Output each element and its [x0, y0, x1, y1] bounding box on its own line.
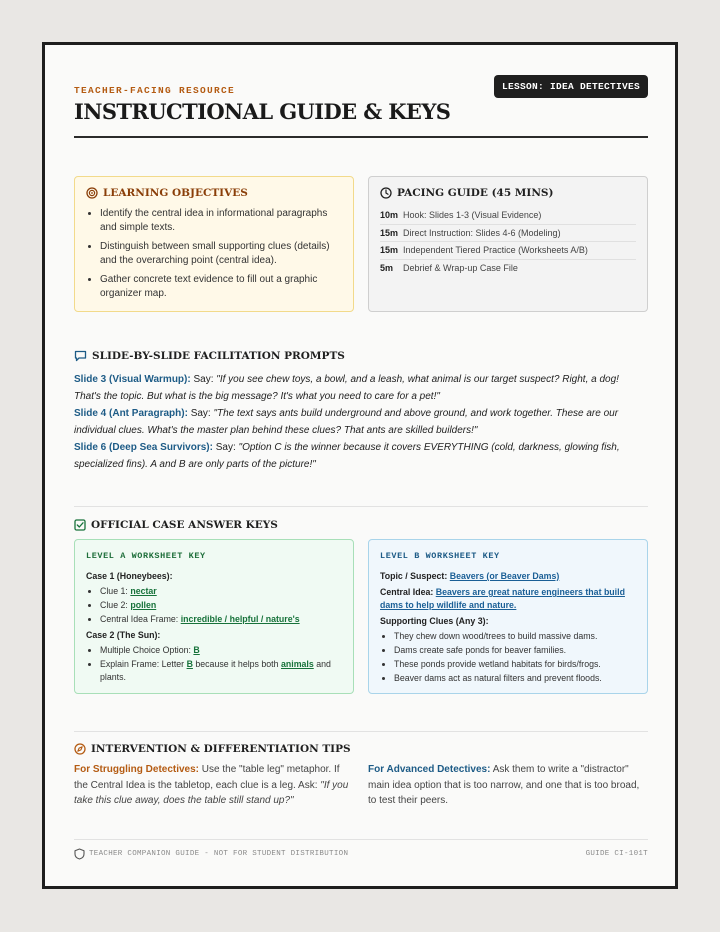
answer-item [100, 599, 344, 612]
case-heading: Case 2 (The Sun): [86, 630, 161, 640]
tip-label: For Advanced Detectives: [368, 764, 491, 775]
resource-eyebrow: TEACHER-FACING RESOURCE [74, 85, 236, 96]
answer-label: Clue 1: [100, 586, 128, 596]
topic-line [380, 570, 638, 583]
target-icon [86, 187, 98, 199]
answer-value: pollen [130, 600, 157, 610]
footer-note: TEACHER COMPANION GUIDE - NOT FOR STUDENT DISTRIBUTION [89, 850, 349, 858]
checkbox-icon [74, 519, 86, 531]
answer-item [100, 658, 344, 684]
lesson-badge: LESSON: IDEA DETECTIVES [494, 75, 648, 98]
answer-value: Beavers are great nature engineers that build dams to help wildlife and nature. [380, 587, 625, 610]
answer-value: nectar [130, 586, 157, 596]
clue-item: • Beaver dams act as natural filters and prevent floods. [394, 672, 638, 685]
prompt-say: Say: [193, 374, 214, 385]
level-a-body [86, 570, 344, 687]
answer-value: B [186, 659, 193, 669]
prompts-heading [74, 350, 345, 362]
clue-item: • Dams create safe ponds for beaver families. [394, 644, 638, 657]
answer-label: Multiple Choice Option: [100, 645, 191, 655]
answer-text: because it helps both [195, 659, 279, 669]
pacing-minutes: 15m [380, 227, 399, 238]
answer-label: Clue 2: [100, 600, 128, 610]
answer-text: and plants. [100, 659, 331, 682]
keys-heading [74, 519, 278, 531]
objective-item: • Distinguish between small supporting clues (details) and the overarching point (central idea). [100, 240, 345, 268]
pacing-row [380, 260, 636, 278]
answer-label: Central Idea: [380, 587, 434, 597]
title-divider [74, 136, 648, 138]
answer-value: animals [280, 659, 314, 669]
objective-item: • Identify the central idea in informational paragraphs and simple texts. [100, 207, 345, 235]
pacing-activity: Direct Instruction: Slides 4-6 (Modeling) [403, 227, 561, 238]
pacing-activity: Hook: Slides 1-3 (Visual Evidence) [403, 210, 542, 221]
pacing-guide-card [368, 176, 648, 312]
level-b-title: LEVEL B WORKSHEET KEY [380, 551, 500, 561]
learning-objectives-card [74, 176, 354, 312]
objective-item: • Gather concrete text evidence to fill out a graphic organizer map. [100, 273, 345, 301]
objectives-heading [86, 187, 248, 199]
pacing-rows [380, 207, 636, 277]
answer-value: B [193, 645, 200, 655]
answer-item [100, 585, 344, 598]
pacing-row [380, 207, 636, 225]
prompt-quote: "The text says ants build underground and above ground, and work together. These are our individual clues. What's the master plan behind these clues? That ants are skilled builders!" [74, 408, 619, 436]
speech-bubble-icon [74, 350, 87, 362]
answer-label: Central Idea Frame: [100, 614, 179, 624]
tip-quote: "If you take this clue away, does the table still stand up?" [74, 779, 349, 806]
prompt-slide-label: Slide 3 (Visual Warmup): [74, 374, 191, 385]
page-footer [74, 848, 648, 860]
prompt-quote: "Option C is the winner because it covers EVERYTHING (cold, darkness, glowing fish, specialized fins). A and B are only parts of the picture!" [74, 442, 620, 470]
advanced-tip [368, 762, 648, 809]
level-b-key-card [368, 539, 648, 694]
tips-heading [74, 743, 351, 755]
section-divider [74, 506, 648, 507]
prompt-item [74, 405, 648, 439]
clock-icon [380, 187, 392, 199]
prompt-say: Say: [190, 408, 211, 419]
prompt-say: Say: [215, 442, 236, 453]
level-a-key-card [74, 539, 354, 694]
case2-answers [86, 644, 344, 684]
tip-text: Ask them to write a "distractor" main idea option that is too narrow, and one that is too broad, to test their peers. [368, 764, 640, 806]
footer-divider [74, 839, 648, 840]
guide-page [42, 42, 678, 889]
answer-label: Topic / Suspect: [380, 571, 448, 581]
objectives-heading-text: LEARNING OBJECTIVES [103, 187, 248, 199]
pacing-heading [380, 187, 554, 199]
compass-icon [74, 743, 86, 755]
pacing-heading-text: PACING GUIDE (45 MINS) [397, 187, 554, 199]
supporting-clues-list [380, 630, 638, 685]
tip-label: For Struggling Detectives: [74, 764, 200, 775]
answer-value: incredible / helpful / nature's [180, 614, 300, 624]
prompt-slide-label: Slide 4 (Ant Paragraph): [74, 408, 188, 419]
section-divider [74, 731, 648, 732]
pacing-activity: Independent Tiered Practice (Worksheets A/B) [403, 245, 588, 256]
case-heading: Case 1 (Honeybees): [86, 571, 173, 581]
pacing-minutes: 15m [380, 245, 399, 256]
shield-icon [74, 848, 85, 860]
pacing-activity: Debrief & Wrap-up Case File [403, 263, 518, 274]
guide-code: GUIDE CI-101T [585, 850, 648, 858]
answer-value: Beavers (or Beaver Dams) [449, 571, 560, 581]
level-a-title: LEVEL A WORKSHEET KEY [86, 551, 206, 561]
clue-item: • They chew down wood/trees to build massive dams. [394, 630, 638, 643]
prompts-heading-text: SLIDE-BY-SLIDE FACILITATION PROMPTS [92, 350, 345, 362]
tip-text: Use the "table leg" metaphor. If the Central Idea is the tabletop, each clue is a leg. Ask: [74, 764, 340, 791]
prompt-quote: "If you see chew toys, a bowl, and a leash, what animal is our target suspect? Right, a dog! That's the topic. But what is the big message? It's what you need to care for a pet!" [74, 374, 619, 402]
facilitation-prompts [74, 371, 648, 473]
clue-item: • These ponds provide wetland habitats for birds/frogs. [394, 658, 638, 671]
objectives-list [100, 207, 345, 306]
pacing-minutes: 5m [380, 263, 394, 274]
answer-item [100, 613, 344, 626]
level-b-body [380, 570, 638, 688]
keys-heading-text: OFFICIAL CASE ANSWER KEYS [91, 519, 278, 531]
answer-label: Explain Frame: Letter [100, 659, 185, 669]
pacing-minutes: 10m [380, 210, 399, 221]
clues-heading: Supporting Clues (Any 3): [380, 616, 489, 626]
page-title: INSTRUCTIONAL GUIDE & KEYS [74, 99, 451, 124]
prompt-item [74, 371, 648, 405]
tips-heading-text: INTERVENTION & DIFFERENTIATION TIPS [91, 743, 351, 755]
footer-left-group [74, 848, 348, 860]
prompt-item [74, 439, 648, 473]
prompt-slide-label: Slide 6 (Deep Sea Survivors): [74, 442, 213, 453]
struggling-tip [74, 762, 354, 809]
central-idea-line [380, 586, 638, 612]
pacing-row [380, 225, 636, 243]
pacing-row [380, 242, 636, 260]
answer-item [100, 644, 344, 657]
case1-answers [86, 585, 344, 626]
